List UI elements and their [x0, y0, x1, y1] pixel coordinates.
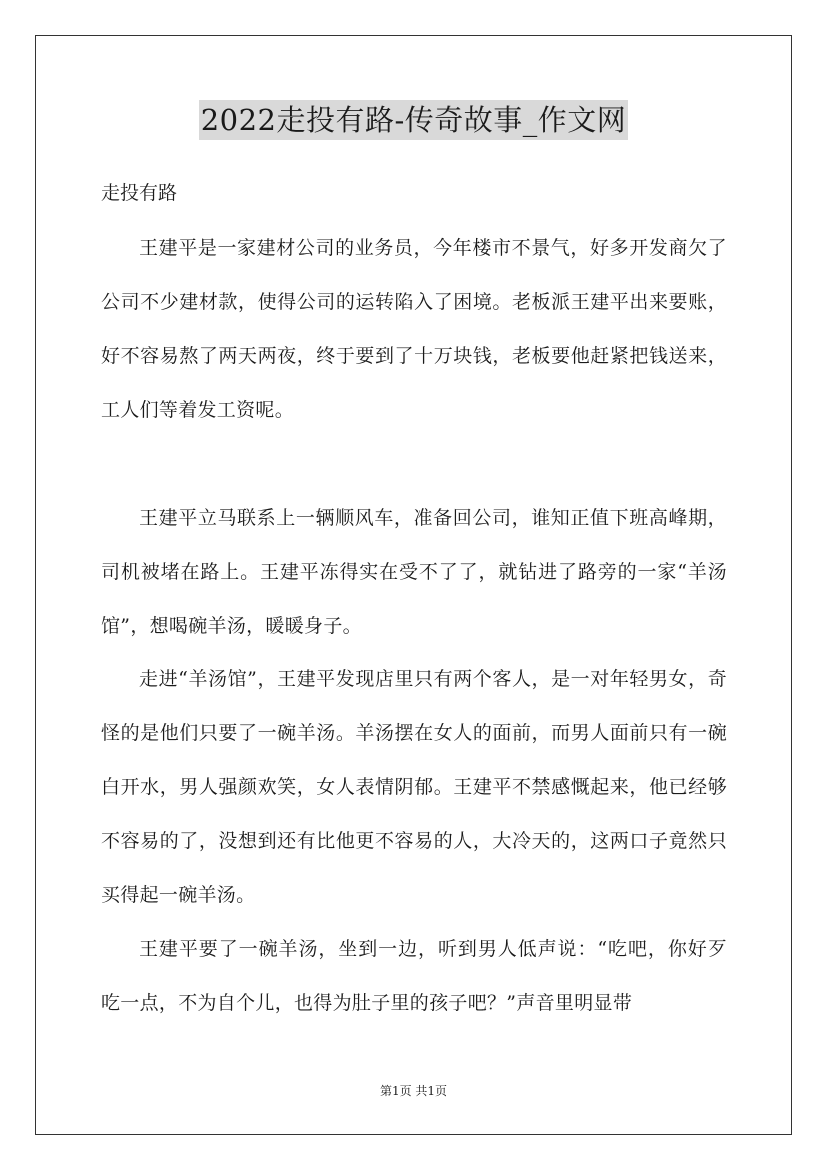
paragraph-2-container: [101, 491, 727, 653]
paragraph: 走进“羊汤馆”，王建平发现店里只有两个客人，是一对年轻男女，奇怪的是他们只要了一碗羊汤。羊汤摆在女人的面前，而男人面前只有一碗白开水，男人强颜欢笑，女人表情阴郁。王建平不禁感慨起来，他已经够不容易的了，没想到还有比他更不容易的人，大冷天的，这两口子竟然只买得起一碗羊汤。: [101, 668, 727, 906]
document-subtitle: 走投有路: [101, 182, 178, 204]
page-footer: 第1页 共1页: [379, 1084, 448, 1098]
paragraph-1-container: [101, 221, 727, 437]
paragraph: 王建平立马联系上一辆顺风车，准备回公司，谁知正值下班高峰期，司机被堵在路上。王建平冻得实在受不了了，就钻进了路旁的一家“羊汤馆”，想喝碗羊汤，暖暖身子。: [101, 507, 727, 637]
document-title: 2022走投有路-传奇故事_作文网: [199, 100, 629, 140]
paragraph: 王建平是一家建材公司的业务员，今年楼市不景气，好多开发商欠了公司不少建材款，使得公司的运转陷入了困境。老板派王建平出来要账，好不容易熬了两天两夜，终于要到了十万块钱，老板要他赶紧把钱送来，工人们等着发工资呢。: [101, 237, 727, 421]
paragraph-3-container: [101, 652, 727, 922]
paragraph: 王建平要了一碗羊汤，坐到一边，听到男人低声说：“吃吧，你好歹吃一点，不为自个儿，也得为肚子里的孩子吧？”声音里明显带: [101, 938, 727, 1014]
paragraph-4-container: [101, 922, 727, 1030]
title-container: [0, 100, 827, 140]
